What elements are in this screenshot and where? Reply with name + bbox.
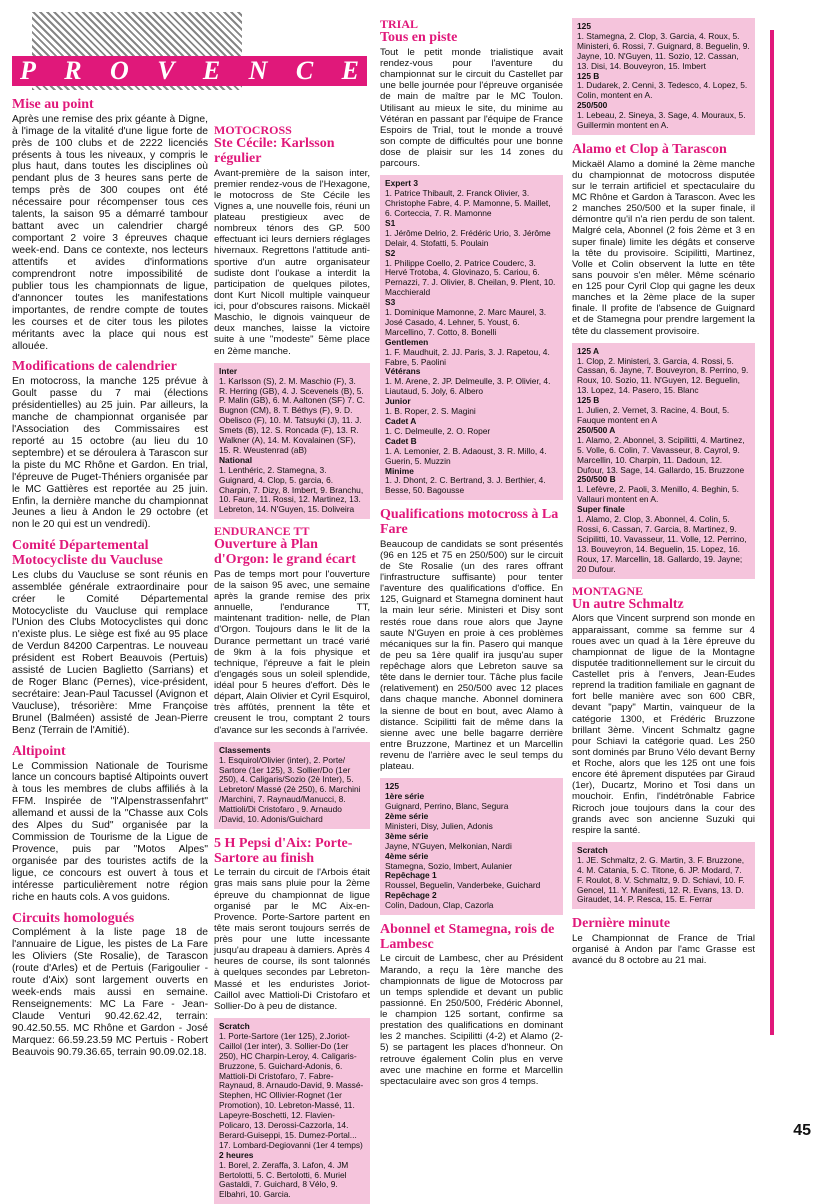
article-title: Abonnel et Stamegna, rois de Lambesc <box>380 922 555 952</box>
article-title: Ouverture à Plan d'Orgon: le grand écart <box>214 537 356 568</box>
article-title: Qualifications motocross à La Fare <box>380 507 559 537</box>
results-heading: 250/500 A <box>577 424 616 435</box>
results-list: 1. F. Maudhuit, 2. JJ. Paris, 3. J. Rapetou, 4. Fabre, 5. Paolini <box>385 346 550 367</box>
results-heading: 250/500 <box>577 100 608 111</box>
results-heading: National <box>219 454 253 465</box>
banner-letter: E <box>341 56 359 85</box>
provence-header <box>12 12 359 90</box>
article <box>214 525 370 829</box>
results-list: 1. Alamo, 2. Abonnel, 3. Scipilitti, 4. Martinez, 5. Volle, 6. Colin, 7. Vavasseur, 8. Cayrol, 9. Marcellin, 10. Charpin, 11. Dadoun, 12. Dufour, 13. Sage, 14. Gallardo, 15. Bruzzone <box>577 434 745 475</box>
article-text: Le Commission Nationale de Tourisme lance un concours baptisé Altipoints ouvert à tous les membres de clubs affiliés à la FFM. Inspirée de "l'Alpenstrassenfahrt" allemand et aussi de la "Chasse aux Cols des Alpes du Sud" organisée par la Commission de Tourisme de la Ligue de Provence, puis par "Motos Alpes" organisée par des touristes actifs de la ligue, ce concours est ouvert à tous et intéresse particulièrement notre région riche en hauts cols. A vos guidons. <box>12 760 208 903</box>
article <box>380 923 563 1087</box>
column-4 <box>572 12 755 1140</box>
results-list: Stamegna, Sozio, Imbert, Aulanier <box>385 860 513 871</box>
article <box>12 539 208 737</box>
article <box>12 360 208 531</box>
column-3 <box>380 12 563 1140</box>
article-title: Comité Départemental Motocycliste du Vaucluse <box>12 538 163 568</box>
article <box>572 917 755 966</box>
provence-banner <box>12 56 367 86</box>
results-heading: S3 <box>385 297 396 308</box>
results-heading: 250/500 B <box>577 474 616 485</box>
article-title: Ste Cécile: Karlsson régulier <box>214 136 335 166</box>
article <box>12 912 208 1059</box>
article-title: 5 H Pepsi d'Aix: Porte-Sartore au finish <box>214 835 353 866</box>
article-text: Avant-première de la saison inter, premier rendez-vous de l'Hexagone, le motocross de Ste Cécile les Vignes a, une nouvelle fois, réuni un plateau prestigieux avec de nombreux ténors des GP. 500 effectuant ici leurs derniers réglages hivernaux. Regrettons l'attitude anti-sportive d'un autre organisateur sudiste dont l'oukase a interdit la participation de quelques pilotes, dont Kurt Nicoll multiple vainqueur ici, pour d'obscures raisons. Mickaël Maschio, le dignois vainqueur de deux manches, laisse la victoire suite à une "modeste" 5ème place en 2ème manche. <box>214 167 370 357</box>
article-text: Les clubs du Vaucluse se sont réunis en assemblée générale extraordinaire pour créer le Comité Départemental Motocycliste du Vaucluse qui remplace l'Union des Clubs Motocyclistes qui donc n'existe plus. Le siège est fixé au 95 place de Verdun 84200 Carpentras. Le nouveau président est Robert Beauvois (Pertuis) assisté de Lucien Baglietto (Sarrians) et de Roger Blanc (Pernes), vice-président, secrétaire: Jean-Paul Tacussel (Avignon et Vaucluse), trésorière: Mme Françoise Brunel (Balméen) assisté de Jean-Pierre Benz (Terrain de l'Amitié). <box>12 569 208 736</box>
results-heading: Repêchage 2 <box>385 890 437 901</box>
results-box <box>214 363 370 520</box>
banner-letter: R <box>64 56 82 85</box>
results-heading: 2 heures <box>219 1149 254 1160</box>
results-heading: 3ème série <box>385 830 429 841</box>
results-heading: Classements <box>219 744 271 755</box>
results-list: 1. M. Arene, 2. JP. Delmeulle, 3. P. Olivier, 4. Liautaud, 5. Joly, 6. Albero <box>385 376 551 397</box>
results-heading: Minime <box>385 465 414 476</box>
results-list: 1. B. Roper, 2. S. Magini <box>385 406 476 417</box>
results-heading: 125 B <box>577 395 600 406</box>
results-list: 1. Stamegna, 2. Clop, 3. Garcia, 4. Roux, 5. Ministeri, 6. Rossi, 7. Guignard, 8. Beguelin, 9. Jayne, 10. N'Guyen, 11. Sozio, 12. Cassan, 13. Disi, 14. Bouveyron, 15. Imbert <box>577 30 750 71</box>
results-list: 1. Jérôme Delrio, 2. Frédéric Urio, 3. Jérôme Delair, 4. Stofatti, 5. Poulain <box>385 227 551 248</box>
article-text: Le circuit de Lambesc, cher au Président Marando, a reçu la 1ère manche des championnats de ligue de Motocross par un temps splendide et devant un public passionné. En 250/500, Frédéric Abonnel, le champion 125 sortant, confirme sa prestation des qualifications en dominant les 2 manches. Scipilitti (4-2) et Alamo (2-5) se partagent les places d'honneur. On retrouve également Colin plus en verve avec une machine en forme et Marcellin spectaculaire avec son gros 4 temps. <box>380 953 563 1087</box>
results-box <box>214 1018 370 1204</box>
results-list: 1. JE. Schmaltz, 2. G. Martin, 3. F. Bruzzone, 4. M. Catania, 5. C. Titone, 6. JP. Modard, 7. F. Roulot, 8. V. Schmaltz, 9. D. Schiavi, 10. F. Gencel, 11. Y. Manifesti, 12. R. Evans, 13. D. Giraudet, 14. P. Resca, 15. E. Ferrar <box>577 854 745 905</box>
results-list: 1. Porte-Sartore (1er 125), 2.Joriot-Caillol (1er inter), 3. Sollier-Do (1er 250), HC Charpin-Leroy, 4. Caligaris-Bruzzone, 5. Guichard-Adonis, 6. Mattioli-Di Cristofaro, 7. Fabre-Raynaud, 8. Arnaudo-David, 9. Massé-Stephen, HC Ollivier-Rognet (1er Promotion), 10. Lebreton-Massé, 11. Lapeyre-Boschetti, 12. Flavien-Policaro, 13. Derossi-Cazzorla, 14. Berard-Guiseppi, 15. Dumez-Portal... 17. Lombard-Degiovanni (1er 4 temps) <box>219 1030 364 1150</box>
article-category: MONTAGNE <box>572 583 644 598</box>
article <box>572 18 755 135</box>
banner-letter: N <box>248 56 268 85</box>
article-text: Alors que Vincent surprend son monde en apparaissant, comme sa femme sur 4 roues avec un quad à la 1ère épreuve du championnat de ligue de la Montagne disputée traditionnellement sur le circuit du Castellet pris à l'envers, Jean-Eudes reprend la tradition familiale en gagnant de fort belle manière avec son 600 CBR, devant "papy" Martin, vainqueur de la catégorie 1300, et Frédéric Bruzzone brillant 3ème. Vincent Schmaltz gagne pour Schiavi la catégorie quad. Les 250 sont dominés par Bruno Vélo devant Berny et Roche, alors que les 125 ont une fois encore été âprement disputées par Giraud (1er), Ducartz, Morino et Tosi dans un mouchoir. Enfin, l'indétrônable Fabrice Ricroch joue toujours dans la cour des grands avec son ancienne Suzuki qui respire la santé. <box>572 613 755 836</box>
results-list: Jayne, N'Guyen, Melkonian, Nardi <box>385 840 512 851</box>
article-category: ENDURANCE TT <box>214 524 310 539</box>
results-list: 1. Dudarek, 2. Cenni, 3. Tedesco, 4. Lopez, 5. Colin, montent en A. <box>577 80 748 101</box>
article-text: Beaucoup de candidats se sont présentés (96 en 125 et 75 en 250/500) sur le circuit de Ste Rosalie (un des rares offrant l'infrastructure suffisante) pour tenter l'aventure des qualifications d'office. En 125, Guignard et Stamegna dominent haut la main leur série. Ministeri et Disy sont restés roue dans roue alors que Jayne saute N'Guyen en proie à ces problèmes mécaniques sur la fin. Pasero qui manque de peu sa 1ère qualif ira jusqu'au super repêchage alors que Lebreton sauve sa tête dans le dernier tour. Tâche plus facile (relativement) en 250/500 avec 12 places dans chaque manche. Abonnel dominera la sienne de bout en bout, avec Alamo à distance. Scipilitti fait de même dans la sienne avec une belle bagarre derrière entre Bruzzone, Martinez et un Marcellin revenu de l'arrière avec le seul temps du plateau. <box>380 538 563 773</box>
article <box>380 18 563 500</box>
results-list: Colin, Dadoun, Clap, Cazorla <box>385 900 494 911</box>
results-box <box>572 18 755 135</box>
results-heading: Super finale <box>577 504 625 515</box>
article-text: Après une remise des prix géante à Digne, à l'image de la vitalité d'une ligue forte de près de 100 clubs et de 2222 licenciés présents à tous les niveaux, y compris le plus haut, dans toutes les disciplines où pendant plus de 3 heures sans perte de temps près de 300 coupes ont été nécessaire pour récompenser tous ces talents, la saison 95 a démarré tambour battant avec un calendrier chargé comportant 2 voire 3 épreuves chaque week-end. Dans ce contexte, nos lecteurs attentifs et avides d'informations comprendront notre impossibilité de publier tous les championnats de ligue, d'annoncer toutes les manifestations importantes, de rendre compte de toutes les courses et de citer tous les pilotes méritants avec la place qui nous est allouée. <box>12 113 208 352</box>
article-title: Dernière minute <box>572 916 671 932</box>
article-text: Le Championnat de France de Trial organisé à Andon par l'amc Grasse est avancé du 8 octobre au 21 mai. <box>572 933 755 967</box>
results-heading: Expert 3 <box>385 178 419 189</box>
results-heading: 2ème série <box>385 810 429 821</box>
results-box <box>380 778 563 915</box>
article <box>12 745 208 904</box>
page-number: 45 <box>793 1122 811 1139</box>
article-text: En motocross, la manche 125 prévue à Goult passe du 7 mai (élections présidentielles) au 25 juin. Par ailleurs, la manche de championnat organisée par l'Association des Commissaires est reporté au 15 octobre (au lieu du 10 septembre) et se déroulera à Tarascon sur la piste du MC Rhône et Gardon. En trial, l'épreuve de Puget-Théniers organisée par le MC Gattières est reportée au 25 juin. Enfin, la dernière manche du championnat Jeunes a lieu à Andon le 29 octobre (et non le 20 qui est un vendredi). <box>12 376 208 531</box>
results-list: 1. Dominique Mamonne, 2. Marc Maurel, 3. José Casado, 4. Lehner, 5. Youst, 6. Marcellino, 7. Cotto, 8. Bonelli <box>385 307 547 337</box>
article-text: Pas de temps mort pour l'ouverture de la saison 95 avec, une semaine après la grande remise des prix annuelle, l'endurance TT, maintenant tradition- nelle, de Plan d'Orgon. Toujours dans le lit de la Durance permettant un tracé varié de 9km à la fois physique et technique, l'épreuve a fait le plein d'engagés sous un soleil splendide, idéal pour 5 heures d'effort. Dès le départ, Alain Olivier et Cyril Esquirol, très affûtés, prennent la tête et creusent le trou, comptant 2 tours d'avance sur les seconds à l'arrivée. <box>214 568 370 736</box>
results-heading: Gentlemen <box>385 336 429 347</box>
results-list: 1. A. Lemonier, 2. B. Adaoust, 3. R. Millo, 4. Guerin, 5. Muzzin <box>385 445 547 466</box>
article <box>214 124 370 519</box>
results-heading: Scratch <box>219 1020 250 1031</box>
results-list: 1. Patrice Thibault, 2. Franck Olivier, 3. Christophe Fabre, 4. P. Mamonne, 5. Maillet, 6. Corteccia, 7. R. Mamonne <box>385 188 551 218</box>
results-list: 1. Lenthéric, 2. Stamegna, 3. Guignard, 4. Clop, 5. garcia, 6. Charpin, 7. Dizy, 8. Imbert, 9. Branchu, 10. Faure, 11. Rossi, 12. Martinez, 13. Lebreton, 14. N'Guyen, 15. Doliveira <box>219 464 364 515</box>
article-text: Le terrain du circuit de l'Arbois était gras mais sans pluie pour la 2ème épreuve du championnat de ligue organisé par le MC Aix-en-Provence. Porte-Sartore partent en tête mais seront toujours serrés de près pour une lutte incessante jusqu'au drapeau à damiers. Après 4 heures de course, ils sont talonnés à quelques secondes par Lebreton-Massé et les enduristes Joriot-Caillol avec Mattioli-Di Cristofaro et Sollier-Do à peu de distance. <box>214 867 370 1012</box>
article-title: Alamo et Clop à Tarascon <box>572 141 727 157</box>
results-heading: S1 <box>385 217 396 228</box>
column-2 <box>214 118 370 1200</box>
results-list: 1. C. Delmeulle, 2. O. Roper <box>385 425 491 436</box>
results-list: 1. Lebeau, 2. Sineya, 3. Sage, 4. Mouraux, 5. Guillermin montent en A. <box>577 110 746 131</box>
results-list: 1. Alamo, 2. Clop, 3. Abonnel, 4. Colin, 5. Rossi, 6. Cassan, 7. Garcia, 8. Martinez, 9. Scipilitti, 10. Vavasseur, 11. Volle, 12. Perrino, 13. Bouveyron, 14. Beguelin, 15. Lopez, 16. Roux, 17. Marcellin, 18. Gallardo, 19. Jayne; 20 Dufour. <box>577 514 747 574</box>
results-heading: Repêchage 1 <box>385 870 437 881</box>
banner-letter: P <box>20 56 36 85</box>
results-heading: 125 B <box>577 70 600 81</box>
article-text: Mickaël Alamo a dominé la 2ème manche du championnat de motocross disputée sur le terrain artificiel et spectaculaire du MC Rhône et Gardon à Tarascon. Avec les 2 manches 250/500 et la super finale, il démontre qu'il n'a rien perdu de son talent. Malgré cela, Abonnel (2 fois 2ème et 3 en super finale) limite les dégâts et conserve la tête du provisoire. Scipilitti, Martinez, Volle et Colin observent la lutte en tête sans pouvoir s'en mêler. Même scénario en 125 pour Cyril Clop qui gagne les deux manches et la 2ème place de la super finale. Il profite de l'absence de Guignard et de Stamegna pour prendre largement la tête du classement provisoire. <box>572 158 755 337</box>
banner-letter: E <box>202 56 221 85</box>
results-heading: Scratch <box>577 844 608 855</box>
results-list: 1. Borel, 2. Zeraffa, 3. Lafon, 4. JM Bertolotti, 5. C. Bertolotti, 6. Muriel Gastaldi, 7. Guichard, 8 Vélo, 9. Elbahri, 10. Garcia. <box>219 1159 349 1200</box>
results-list: Roussel, Beguelin, Vanderbeke, Guichard <box>385 880 541 891</box>
results-heading: 125 <box>385 781 399 792</box>
results-list: 1. Clop, 2. Ministeri, 3. Garcia, 4. Rossi, 5. Cassan, 6. Jayne, 7. Bouveyron, 8. Perrino, 9. Roux, 10. Sozio, 11. N'Guyen, 12. Beguelin, 13. Lopez, 14. Pasero, 15. Blanc <box>577 355 749 396</box>
results-box <box>572 842 755 909</box>
results-heading: Vétérans <box>385 366 421 377</box>
article <box>572 585 755 910</box>
article-text: Tout le petit monde trialistique avait rendez-vous pour l'aventure du championnat sur le circuit du Castellet par une belle journée pour l'épreuve organisée de main de maître par le MC Toulon. Utilisant au mieux le site, du minime au Vétéran en passant par l'équipe de France Espoirs de Trial, tout le monde a trouvé son compte de difficultés pour une bonne dose de plaisir sur les 14 zones du parcours. <box>380 46 563 170</box>
banner-letter: C <box>295 56 314 85</box>
results-heading: 125 A <box>577 345 600 356</box>
results-heading: Junior <box>385 396 411 407</box>
results-box <box>572 343 755 579</box>
results-heading: 125 <box>577 21 591 31</box>
results-heading: Cadet B <box>385 435 417 446</box>
article <box>12 98 208 352</box>
article-title: Altipoint <box>12 743 66 759</box>
article <box>380 508 563 915</box>
results-heading: 4ème série <box>385 850 429 861</box>
results-list: Guignard, Perrino, Blanc, Segura <box>385 801 509 812</box>
article-title: Un autre Schmaltz <box>572 596 684 612</box>
results-list: 1. Karlsson (S), 2. M. Maschio (F), 3. R. Herring (GB), 4. J. Scevenels (B), 5. P. Malin (GB), 6. M. Aaltonen (SF) 7. C. Bugnon (CM), 8. T. Béthys (F), 9. D. Obelisco (F), 10. M. Tatsuyki (J), 11. J. Smets (B), 12. S. Roncada (F), 13. R. Walkner (A), 14. M. Kovalainen (SF), 15. R. Weustenrad (aB) <box>219 375 365 455</box>
article <box>214 837 370 1204</box>
article-title: Circuits homologués <box>12 910 135 926</box>
results-list: 1. Lefèvre, 2. Paoli, 3. Menillo, 4. Beghin, 5. Vallauri montent en A. <box>577 484 740 505</box>
results-box <box>380 175 563 500</box>
column-1-articles <box>12 98 208 1059</box>
results-box <box>214 742 370 829</box>
article-title: Modifications de calendrier <box>12 359 177 375</box>
results-list: 1. Esquirol/Olivier (inter), 2. Porte/ Sartore (1er 125), 3. Sollier/Do (1er 250), 4. Caligaris/Sozio (2è Inter), 5. Lebreton/ Massé (2è 250), 6. Marchini /Marchini, 7. Raynaud/Manucci, 8. Mattioli/Di Cristofaro , 9. Arnaudo /David, 10. Adonis/Guichard <box>219 754 361 825</box>
article <box>572 143 755 579</box>
article-title: Tous en piste <box>380 30 458 46</box>
margin-rule <box>770 30 774 1035</box>
results-heading: S2 <box>385 247 396 258</box>
results-list: 1. J. Dhont, 2. C. Bertrand, 3. J. Berthier, 4. Besse, 50. Bagousse <box>385 475 546 496</box>
article-category: MOTOCROSS <box>214 123 292 137</box>
results-heading: Cadet A <box>385 416 417 426</box>
results-heading: 1ère série <box>385 791 425 802</box>
results-list: 1. Julien, 2. Vernet, 3. Racine, 4. Bout, 5. Fauque montent en A <box>577 405 730 425</box>
article-title: Mise au point <box>12 97 94 112</box>
banner-letter: V <box>157 56 175 85</box>
banner-letter: O <box>110 56 129 85</box>
results-list: 1. Philippe Coello, 2. Patrice Couderc, 3. Hervé Trotoba, 4. Glovinazo, 5. Cariou, 6. Pernazzi, 7. J. Olivier, 8. Cheilan, 9. Plent, 10. Macchierald <box>385 257 556 298</box>
article-category: TRIAL <box>380 17 419 31</box>
results-list: Ministeri, Disy, Julien, Adonis <box>385 820 493 831</box>
article-text: Complément à la liste page 18 de l'annuaire de Ligue, les pistes de La Fare les Oliviers (Ste Rosalie), de Tarascon (route d'Arles) et de Pertuis (Farigoulier - route d'Aix) sont largement ouverts en week-ends mais aussi en semaine. Renseignements: MC La Fare - Jean-Claude Venturi 90.42.62.42, terrain: 90.42.50.55. MC Rhône et Gardon - José Marquez: 66.59.23.59 MC Pertuis - Robert Beauvois 90.79.36.65, terrain 90.09.02.18. <box>12 927 208 1058</box>
results-heading: Inter <box>219 365 238 376</box>
